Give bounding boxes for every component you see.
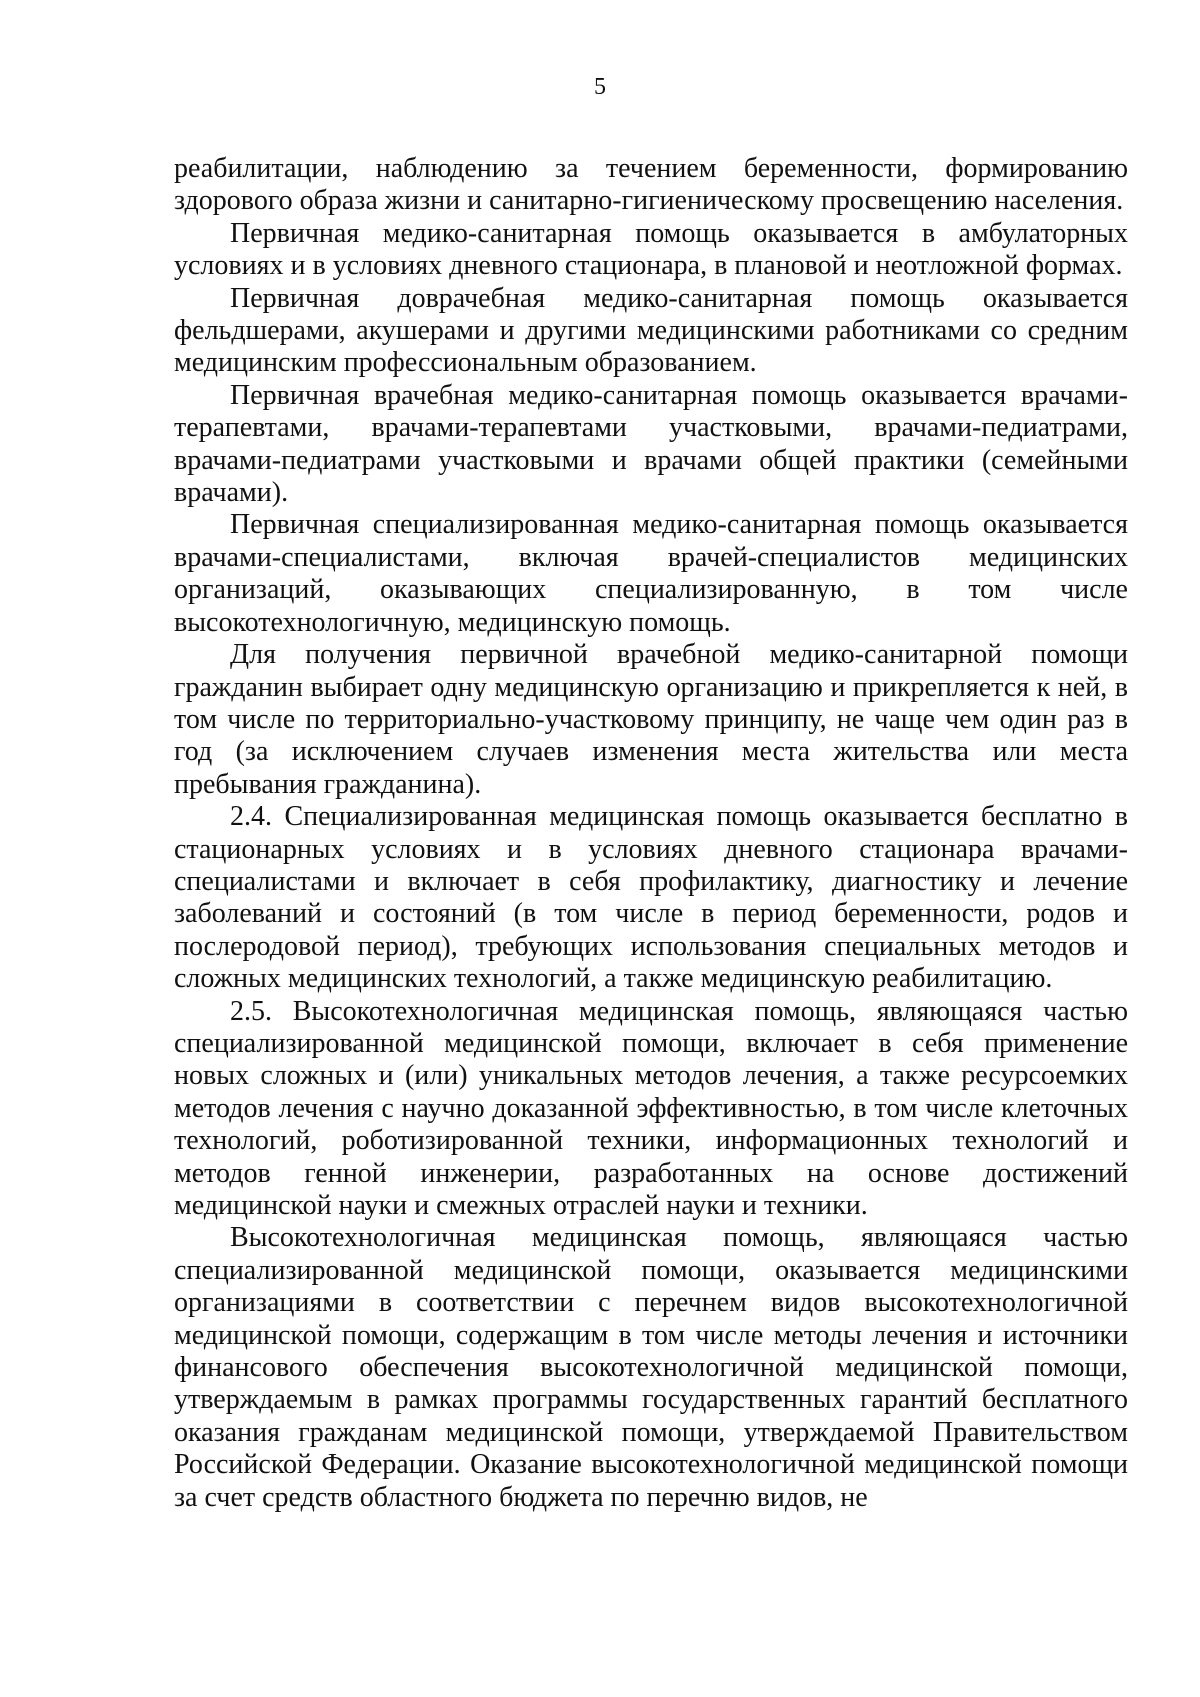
paragraph-primary-care-conditions: Первичная медико-санитарная помощь оказывается в амбулаторных условиях и в условиях дневного стационара, в плановой и неотложной формах. — [174, 217, 1128, 282]
page-number: 5 — [594, 74, 606, 100]
paragraph-section-2-5: 2.5. Высокотехнологичная медицинская помощь, являющаяся частью специализированной медицинской помощи, включает в себя применение новых сложных и (или) уникальных методов лечения, а также ресурсоемких методов лечения с научно доказанной эффективностью, в том числе клеточных технологий, роботизированной техники, информационных технологий и методов генной инженерии, разработанных на основе достижений медицинской науки и смежных отраслей науки и техники. — [174, 995, 1128, 1221]
paragraph-organization-choice: Для получения первичной врачебной медико-санитарной помощи гражданин выбирает одну медицинскую организацию и прикрепляется к ней, в том числе по территориально-участковому принципу, не чаще чем один раз в год (за исключением случаев изменения места жительства или места пребывания гражданина). — [174, 639, 1128, 800]
document-body — [174, 153, 1128, 1514]
paragraph-section-2-4: 2.4. Специализированная медицинская помощь оказывается бесплатно в стационарных условиях и в условиях дневного стационара врачами-специалистами и включает в себя профилактику, диагностику и лечение заболеваний и состояний (в том числе в период беременности, родов и послеродовой период), требующих использования специальных методов и сложных медицинских технологий, а также медицинскую реабилитацию. — [174, 801, 1128, 995]
paragraph-medical-primary-care: Первичная врачебная медико-санитарная помощь оказывается врачами-терапевтами, врачами-терапевтами участковыми, врачами-педиатрами, врачами-педиатрами участковыми и врачами общей практики (семейными врачами). — [174, 379, 1128, 509]
paragraph-pre-medical-care: Первичная доврачебная медико-санитарная помощь оказывается фельдшерами, акушерами и другими медицинскими работниками со средним медицинским профессиональным образованием. — [174, 282, 1128, 379]
paragraph-rehabilitation-continuation: реабилитации, наблюдению за течением беременности, формированию здорового образа жизни и санитарно-гигиеническому просвещению населения. — [174, 153, 1128, 217]
paragraph-high-tech-care: Высокотехнологичная медицинская помощь, являющаяся частью специализированной медицинской помощи, оказывается медицинскими организациями в соответствии с перечнем видов высокотехнологичной медицинской помощи, содержащим в том числе методы лечения и источники финансового обеспечения высокотехнологичной медицинской помощи, утверждаемым в рамках программы государственных гарантий бесплатного оказания гражданам медицинской помощи, утверждаемой Правительством Российской Федерации. Оказание высокотехнологичной медицинской помощи за счет средств областного бюджета по перечню видов, не — [174, 1222, 1128, 1513]
paragraph-specialized-primary-care: Первичная специализированная медико-санитарная помощь оказывается врачами-специалистами, включая врачей-специалистов медицинских организаций, оказывающих специализированную, в том числе высокотехнологичную, медицинскую помощь. — [174, 509, 1128, 638]
